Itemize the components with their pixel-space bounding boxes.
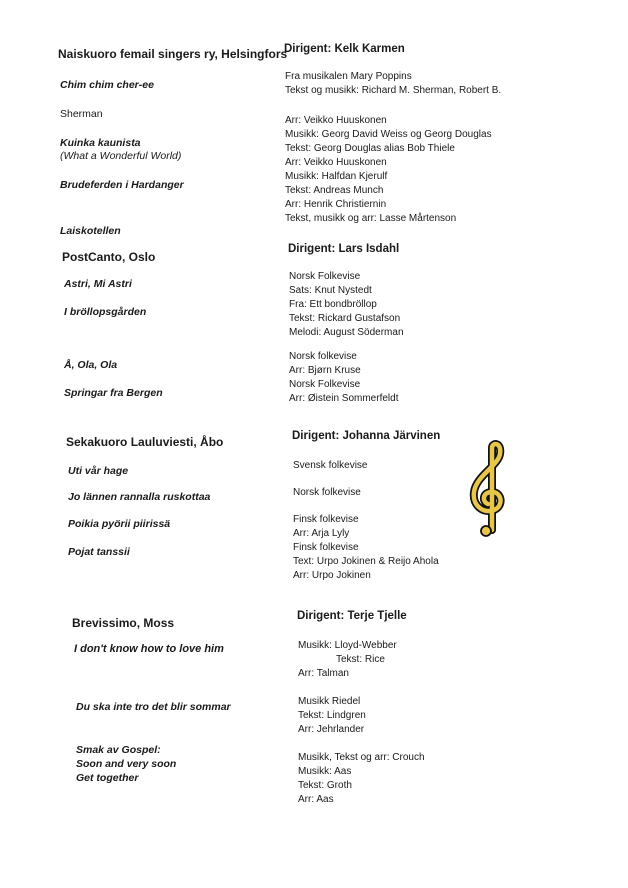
song-title: Jo lännen rannalla ruskottaa xyxy=(68,491,211,503)
credit-line: Text: Urpo Jokinen & Reijo Ahola xyxy=(293,556,439,567)
credit-line: Fra: Ett bondbröllop xyxy=(289,299,377,310)
credit-line: Tekst: Lindgren xyxy=(298,710,366,721)
credit-line: Norsk folkevise xyxy=(289,351,357,362)
credit-line: Svensk folkevise xyxy=(293,460,368,471)
song-title: Soon and very soon xyxy=(76,758,177,770)
song-title: Uti vår hage xyxy=(68,465,129,477)
song-title: Poikia pyörii piirissä xyxy=(68,518,171,530)
credit-line: Finsk folkevise xyxy=(293,514,359,525)
credit-line: Musikk: Halfdan Kjerulf xyxy=(285,171,388,182)
song-subtitle: (What a Wonderful World) xyxy=(60,150,182,162)
choir-name: Brevissimo, Moss xyxy=(72,616,175,630)
credit-line: Arr: Henrik Christiernin xyxy=(285,199,387,210)
credit-line: Arr: Øistein Sommerfeldt xyxy=(289,393,399,404)
credit-line: Norsk Folkevise xyxy=(289,379,361,390)
credit-line: Melodi: August Söderman xyxy=(289,327,404,338)
credit-line: Musikk: Georg David Weiss og Georg Douglas xyxy=(285,129,492,140)
song-title: I bröllopsgården xyxy=(64,306,147,318)
credit-line: Arr: Arja Lyly xyxy=(293,528,350,539)
song-title: Brudeferden i Hardanger xyxy=(60,179,184,191)
director-name: Dirigent: Kelk Karmen xyxy=(284,43,405,55)
credit-line: Norsk folkevise xyxy=(293,487,361,498)
director-name: Dirigent: Terje Tjelle xyxy=(297,610,407,622)
song-title: Pojat tanssii xyxy=(68,546,130,558)
credit-line: Arr: Veikko Huuskonen xyxy=(285,115,387,126)
credit-line: Arr: Jehrlander xyxy=(298,724,365,735)
credit-line: Tekst: Rickard Gustafson xyxy=(289,313,401,324)
song-title: Laiskotellen xyxy=(60,225,121,237)
song-title: Springar fra Bergen xyxy=(64,387,163,399)
credit-line: Sats: Knut Nystedt xyxy=(289,285,372,296)
credit-line: Arr: Talman xyxy=(298,668,349,679)
credit-line: Musikk: Lloyd-Webber xyxy=(298,640,397,651)
credit-line: Arr: Bjørn Kruse xyxy=(289,365,361,376)
song-title: Astri, Mi Astri xyxy=(64,278,132,290)
credit-line: Tekst: Andreas Munch xyxy=(285,185,384,196)
song-title: Smak av Gospel: xyxy=(76,744,161,756)
song-title: Chim chim cher-ee xyxy=(60,79,154,91)
credit-line: Arr: Veikko Huuskonen xyxy=(285,157,387,168)
treble-clef-icon xyxy=(462,440,516,540)
song-title: I don't know how to love him xyxy=(74,643,224,655)
credit-line: Musikk Riedel xyxy=(298,696,361,707)
director-name: Dirigent: Lars Isdahl xyxy=(288,243,400,255)
credit-line: Musikk: Aas xyxy=(298,766,352,777)
director-name: Dirigent: Johanna Järvinen xyxy=(292,430,441,442)
credit-line: Tekst, musikk og arr: Lasse Mårtenson xyxy=(285,213,457,224)
song-title: Du ska inte tro det blir sommar xyxy=(76,701,231,713)
credit-line: Tekst: Rice xyxy=(336,654,385,665)
credit-line: Arr: Aas xyxy=(298,794,334,805)
credit-line: Arr: Urpo Jokinen xyxy=(293,570,371,581)
credit-line: Fra musikalen Mary Poppins xyxy=(285,71,412,82)
choir-name: Naiskuoro femail singers ry, Helsingfors xyxy=(58,47,288,61)
credit-line: Norsk Folkevise xyxy=(289,271,361,282)
song-title: Å, Ola, Ola xyxy=(64,359,118,371)
credit-line: Finsk folkevise xyxy=(293,542,359,553)
song-title: Sherman xyxy=(60,108,103,120)
choir-name: PostCanto, Oslo xyxy=(62,250,156,264)
credit-line: Tekst: Georg Douglas alias Bob Thiele xyxy=(285,143,455,154)
choir-name: Sekakuoro Lauluviesti, Åbo xyxy=(66,435,224,449)
credit-line: Tekst: Groth xyxy=(298,780,352,791)
song-title: Kuinka kaunista xyxy=(60,137,141,149)
song-title: Get together xyxy=(76,772,139,784)
credit-line: Tekst og musikk: Richard M. Sherman, Robert B. xyxy=(285,85,502,96)
credit-line: Musikk, Tekst og arr: Crouch xyxy=(298,752,425,763)
